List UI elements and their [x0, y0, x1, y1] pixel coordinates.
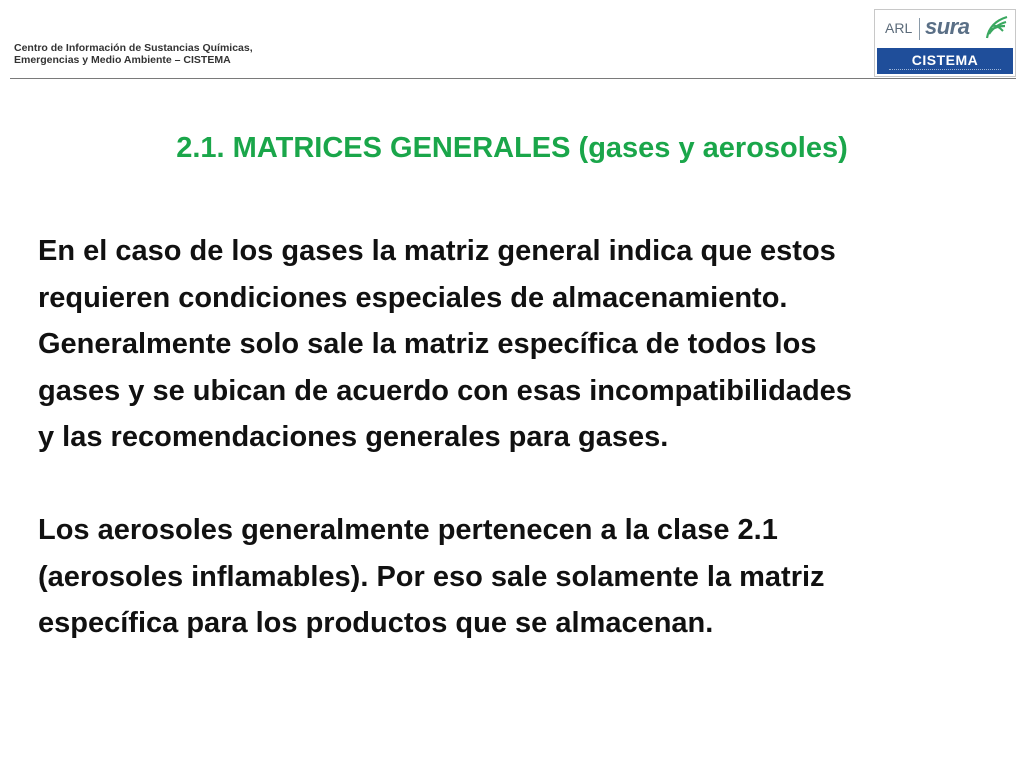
body-line: (aerosoles inflamables). Por eso sale solamente la matriz	[38, 560, 825, 593]
body-line: y las recomendaciones generales para gases.	[38, 421, 669, 453]
slide-body	[38, 228, 998, 647]
sura-leaf-icon	[983, 14, 1009, 42]
slide-header	[0, 0, 1024, 80]
organization-name-line-2: Emergencias y Medio Ambiente – CISTEMA	[14, 54, 231, 66]
body-line: Generalmente solo sale la matriz específica de todos los	[38, 328, 817, 360]
logo-cistema-text: CISTEMA	[911, 52, 979, 68]
body-line: requieren condiciones especiales de almacenamiento.	[38, 281, 788, 314]
logo-sura-text: sura	[925, 14, 970, 39]
arl-sura-cistema-logo	[874, 9, 1016, 77]
logo-top	[875, 10, 1015, 48]
body-line: gases y se ubican de acuerdo con esas incompatibilidades	[38, 374, 852, 407]
organization-name	[14, 42, 253, 66]
logo-separator	[919, 18, 920, 40]
paragraph-gap	[38, 461, 998, 508]
slide-title: 2.1. MATRICES GENERALES (gases y aerosoles)	[176, 132, 848, 164]
logo-cistema-band	[877, 48, 1013, 74]
header-divider	[10, 78, 1016, 79]
organization-name-line-1: Centro de Información de Sustancias Químicas,	[14, 42, 253, 54]
logo-arl-text: ARL	[885, 20, 913, 36]
body-line: En el caso de los gases la matriz general indica que estos	[38, 235, 836, 267]
body-line: específica para los productos que se almacenan.	[38, 607, 714, 639]
body-line: Los aerosoles generalmente pertenecen a la clase 2.1	[38, 514, 778, 546]
logo-dotted-line	[889, 69, 1001, 72]
